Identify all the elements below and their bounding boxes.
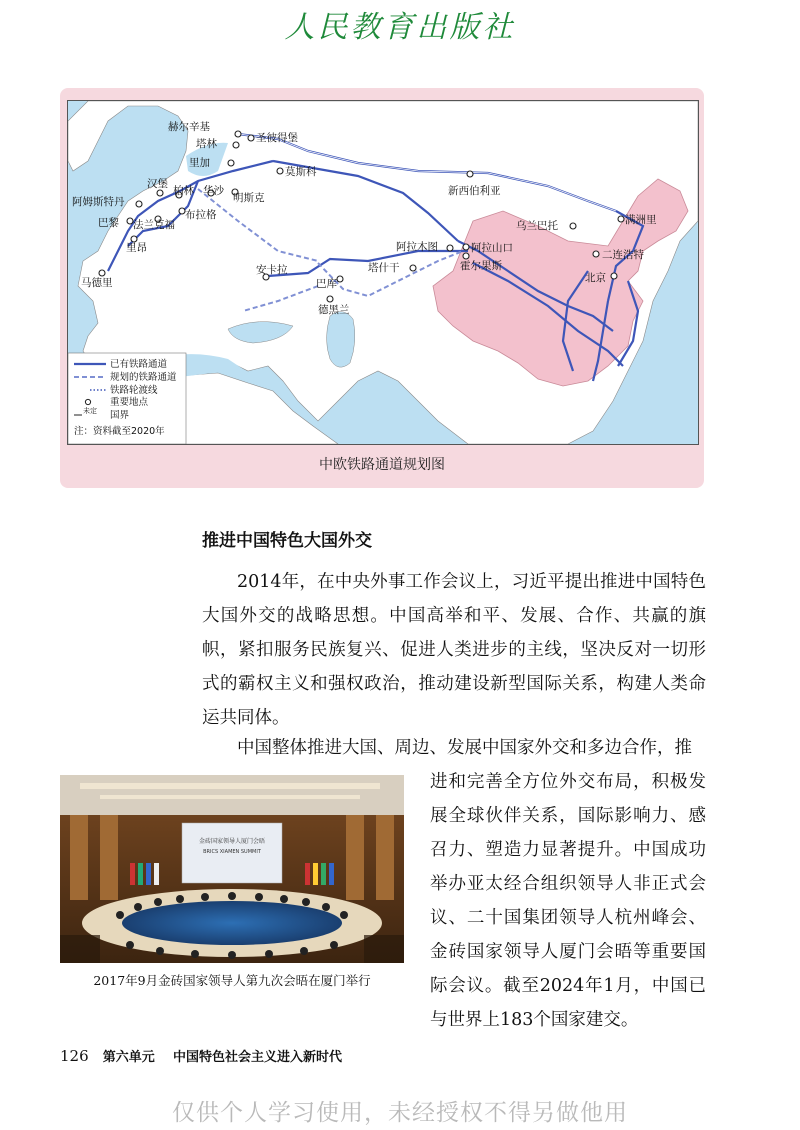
rail-map [67, 100, 699, 445]
label-tashkent: 塔什干 [368, 262, 400, 274]
summit-photo [60, 775, 404, 963]
screen-title: 金砖国家领导人厦门会晤 [198, 838, 266, 845]
map-caption: 中欧铁路通道规划图 [319, 457, 445, 473]
label-beijing: 北京 [585, 272, 606, 284]
label-khorgos: 霍尔果斯 [460, 260, 502, 272]
label-riga: 里加 [189, 157, 210, 169]
label-alashankou: 阿拉山口 [471, 242, 513, 254]
screen-subtitle: BRICS XIAMEN SUMMIT [203, 849, 261, 855]
label-prague: 布拉格 [185, 209, 217, 221]
paragraph-2-continued: 进和完善全方位外交布局，积极发展全球伙伴关系，国际影响力、感召力、塑造力显著提升。中国成功举办亚太经合组织领导人非正式会议、二十国集团领导人杭州峰会、金砖国家领导人厦门会晤等重要国际会议。截至2024年1月，中国已与世界上183个国家建交。 [430, 772, 706, 1030]
label-paris: 巴黎 [98, 217, 119, 229]
label-berlin: 柏林 [173, 185, 194, 197]
legend-major: 重要地点 [110, 397, 149, 408]
chapter-title: 中国特色社会主义进入新时代 [172, 1050, 342, 1065]
label-tehran: 德黑兰 [318, 304, 350, 316]
legend-planned: 规划的铁路通道 [110, 372, 177, 383]
paragraph-1: 2014年，在中央外事工作会议上，习近平提出推进中国特色大国外交的战略思想。中国高举和平、发展、合作、共赢的旗帜，紧扣服务民族复兴、促进人类进步的主线，坚决反对一切形式的霸权主义和强权政治，推动建设新型国际关系，构建人类命运共同体。 [202, 572, 706, 728]
label-minsk: 明斯克 [233, 192, 265, 204]
legend-border: 国界 [110, 410, 130, 421]
label-moscow: 莫斯科 [285, 166, 317, 178]
label-hamburg: 汉堡 [147, 178, 168, 190]
unit-label: 第六单元 [102, 1050, 155, 1065]
map-figure [60, 88, 704, 488]
paragraph-2-first-line: 中国整体推进大国、周边、发展中国家外交和多边合作，推 [237, 738, 692, 758]
legend-note: 注：资料截至2020年 [74, 426, 165, 437]
map-legend [68, 353, 186, 444]
page-number: 126 [60, 1047, 89, 1065]
label-helsinki: 赫尔辛基 [168, 121, 210, 133]
label-novosibirsk: 新西伯利亚 [448, 185, 501, 197]
label-ulaanbaatar: 乌兰巴托 [516, 220, 558, 232]
label-almaty: 阿拉木图 [396, 241, 438, 253]
section-title: 推进中国特色大国外交 [202, 531, 372, 551]
photo-caption: 2017年9月金砖国家领导人第九次会晤在厦门举行 [93, 973, 371, 988]
summit-photo-illustration [60, 775, 404, 963]
label-manzhouli: 满洲里 [625, 214, 657, 226]
label-frankfurt: 法兰克福 [133, 219, 175, 231]
label-lyon: 里昂 [126, 242, 147, 254]
legend-existing: 已有铁路通道 [110, 359, 168, 370]
page-footer [60, 1046, 342, 1065]
label-st-petersburg: 圣彼得堡 [256, 132, 298, 144]
label-warsaw: 华沙 [203, 185, 224, 197]
watermark: 仅供个人学习使用，未经授权不得另做他用 [172, 1100, 628, 1126]
label-ankara: 安卡拉 [256, 264, 288, 276]
label-amsterdam: 阿姆斯特丹 [72, 196, 125, 208]
label-tallinn: 塔林 [196, 138, 217, 150]
label-erenhot: 二连浩特 [602, 249, 644, 261]
label-madrid: 马德里 [81, 277, 113, 289]
legend-ferry: 铁路轮渡线 [110, 385, 158, 396]
publisher-logo-text: 人民教育出版社 [284, 10, 516, 45]
map-svg [68, 101, 698, 444]
legend-border-symbol: 未定 [83, 407, 97, 415]
label-baku: 巴库 [316, 278, 337, 290]
caspian-sea [327, 312, 355, 368]
